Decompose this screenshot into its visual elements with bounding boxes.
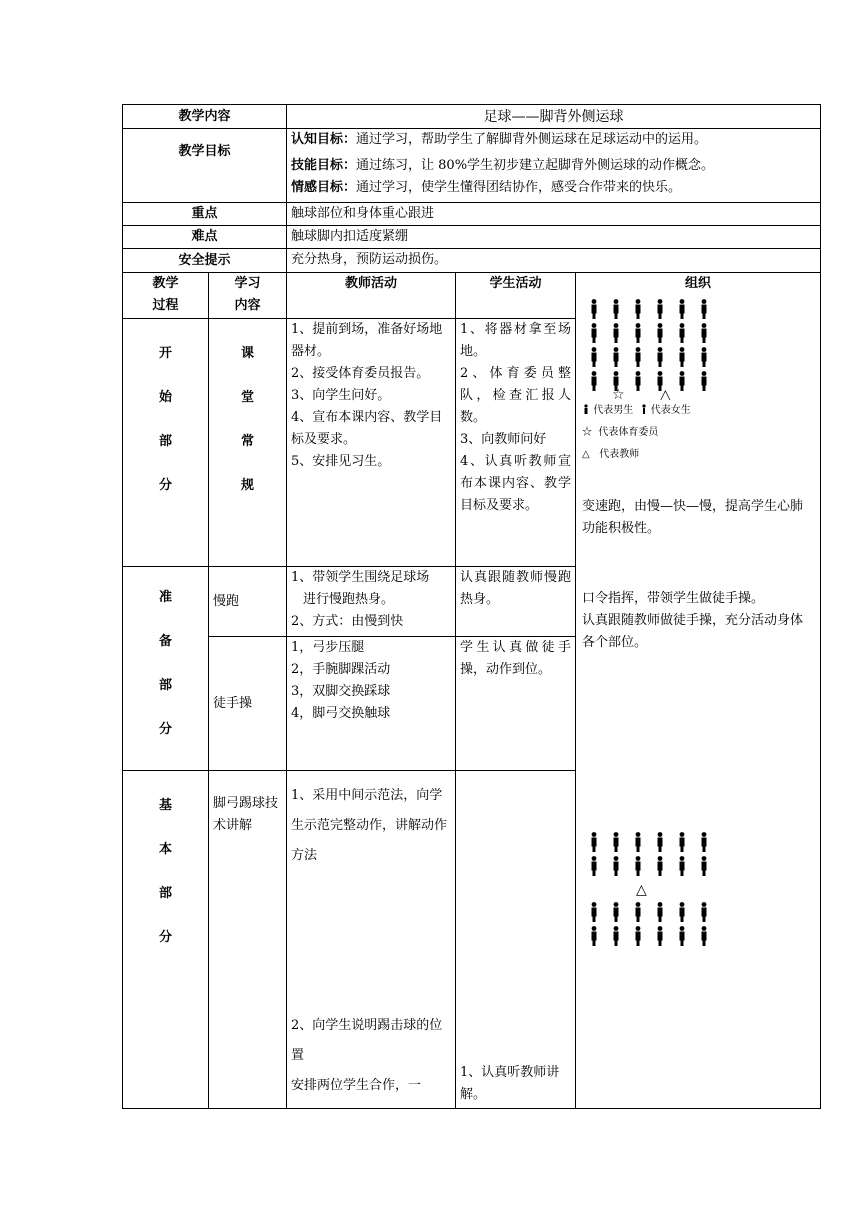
student-figure [680,832,685,852]
star-icon: ☆ [612,387,625,400]
legend-committee: ☆ 代表体育委员 [582,427,659,438]
student-figure [614,347,619,367]
lesson-plan-table [122,104,821,1109]
basic-student: 1、认真听教师讲解。 [456,771,576,1109]
student-figure [680,926,685,946]
student-figure [658,347,663,367]
legend-teacher: △ 代表教师 [582,449,640,460]
student-figure [680,371,685,391]
student-figure [658,926,663,946]
objective-skill: 技能目标：通过练习，让 80%学生初步建立起脚背外侧运球的动作概念。 [291,158,715,173]
student-figure [592,856,597,876]
organization-cell [576,273,821,1109]
safety-value: 充分热身，预防运动损伤。 [287,249,821,273]
start-content: 课 堂 常 规 [209,319,287,567]
student-figure [636,371,641,391]
prep-phase: 准 备 部 分 [123,567,209,771]
key-value: 触球部位和身体重心跟进 [287,203,821,226]
triangle-icon: △ [636,882,647,898]
student-figure [658,323,663,343]
prep-exercise-teacher: 1，弓步压腿 2，手腕脚踝活动 3，双脚交换踩球 4，脚弓交换触球 [287,637,456,771]
col-teacher-header: 教师活动 [287,273,456,319]
difficult-value: 触球脚内扣适度紧绷 [287,226,821,249]
prep-jog-student: 认真跟随教师慢跑热身。 [456,567,576,637]
student-figure [636,832,641,852]
student-figure [702,323,707,343]
student-figure [636,347,641,367]
student-figure [592,347,597,367]
student-figure [680,856,685,876]
student-figure [592,371,597,391]
student-figure [592,832,597,852]
basic-content: 脚弓踢球技术讲解 [209,771,287,1109]
student-figure [636,902,641,922]
col-org-header: 组织 [685,276,712,291]
start-phase: 开 始 部 分 [123,319,209,567]
student-figure [636,926,641,946]
student-figure [592,323,597,343]
col-student-header: 学生活动 [456,273,576,319]
formation-diagram-basic [576,832,821,947]
student-figure [702,856,707,876]
student-figure [592,926,597,946]
start-teacher-activity: 1、提前到场，准备好场地器材。 2、接受体育委员报告。 3、向学生问好。 4、宣布本课内容、教学目标及要求。 5、安排见习生。 [287,319,456,567]
student-figure [680,347,685,367]
boy-icon [582,404,590,414]
student-figure [658,902,663,922]
student-figure [614,926,619,946]
girl-icon [640,404,648,414]
prep-jog-content: 慢跑 [209,567,287,637]
legend-boy-girl: 代表男生 代表女生 [582,400,820,422]
student-figure [702,371,707,391]
difficult-label: 难点 [123,226,287,249]
lesson-plan-page [122,104,820,1109]
student-figure [636,323,641,343]
student-figure [614,832,619,852]
student-figure [658,832,663,852]
key-label: 重点 [123,203,287,226]
col-content-header: 学习 内容 [209,273,287,319]
formation-diagram-start [576,295,821,400]
prep-exercise-student: 学生认真做徒手操，动作到位。 [456,637,576,771]
student-figure [680,299,685,319]
org-text-command: 口令指挥，带领学生做徒手操。 [582,591,765,606]
student-figure [614,323,619,343]
student-figure [702,832,707,852]
student-figure [614,902,619,922]
safety-label: 安全提示 [123,249,287,273]
legend [576,400,820,466]
prep-jog-teacher: 1、带领学生围绕足球场 进行慢跑热身。 2、方式：由慢到快 [287,567,456,637]
objective-cognitive: 认知目标：通过学习，帮助学生了解脚背外侧运球在足球运动中的运用。 [291,132,708,147]
student-figure [614,299,619,319]
basic-phase: 基 本 部 分 [123,771,209,1109]
objective-emotion: 情感目标：通过学习，使学生懂得团结协作，感受合作带来的快乐。 [291,180,682,195]
student-figure [680,323,685,343]
basic-teacher: 1、采用中间示范法，向学生示范完整动作，讲解动作方法 2、向学生说明踢击球的位置 安排两位学生合作，一 [287,771,456,1109]
student-figure [592,299,597,319]
triangle-icon: △ [582,449,590,460]
content-label: 教学内容 [123,105,287,129]
triangle-icon: △ [660,387,671,400]
student-figure [702,299,707,319]
student-figure [680,902,685,922]
student-figure [614,856,619,876]
student-figure [702,926,707,946]
org-text-warmup: 变速跑，由慢—快—慢，提高学生心肺功能积极性。 [582,499,804,536]
prep-exercise-content: 徒手操 [209,637,287,771]
student-figure [592,902,597,922]
objective-cell [287,129,821,203]
student-figure [636,856,641,876]
student-figure [658,856,663,876]
start-student-activity: 1、将器材拿至场地。 2、体育委员整队，检查汇报人数。 3、向教师问好 4、认真听教师宣布本课内容、教学目标及要求。 [456,319,576,567]
col-process-header: 教学 过程 [123,273,209,319]
student-figure [636,299,641,319]
student-figure [658,299,663,319]
objective-label: 教学目标 [123,129,287,203]
student-figure [702,347,707,367]
star-icon: ☆ [582,427,593,438]
student-figure [702,902,707,922]
org-text-follow: 认真跟随教师做徒手操，充分活动身体各个部位。 [582,613,804,650]
content-value: 足球——脚背外侧运球 [287,105,821,129]
